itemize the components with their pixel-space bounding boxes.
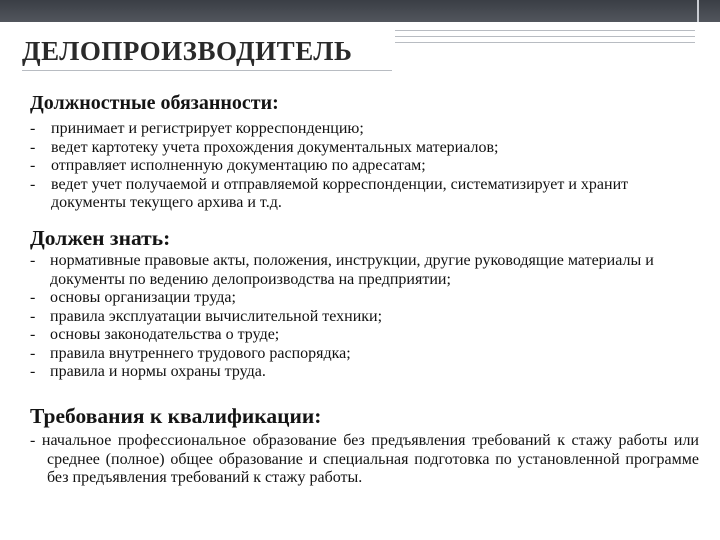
list-item (30, 363, 690, 382)
list-item (30, 326, 690, 345)
bullet-dash: - (30, 157, 36, 174)
list-item-text: нормативные правовые акты, положения, инструкции, другие руководящие материалы и документы по ведению делопроизводства на предприятии; (50, 252, 654, 288)
rule-line (395, 36, 695, 37)
list-item (30, 157, 690, 176)
list-item (30, 345, 690, 364)
top-bar-divider (697, 0, 699, 22)
bullet-dash: - (30, 307, 36, 325)
list-item-text: правила эксплуатации вычислительной техники; (50, 307, 383, 325)
qualification-text: - начальное профессиональное образование без предъявления требований к стажу работы или среднее (полное) общее образование и специальная подготовка по установленной программе без предъявления требований к стажу работы. (30, 432, 699, 486)
list-item (30, 289, 690, 308)
bullet-dash: - (30, 120, 36, 137)
section-heading-duties: Должностные обязанности: (30, 92, 279, 114)
duties-list (30, 120, 690, 213)
rule-line (22, 70, 392, 71)
bullet-dash: - (30, 252, 36, 269)
list-item-text: принимает и регистрирует корреспонденцию; (51, 120, 364, 137)
list-item-text: правила внутреннего трудового распорядка; (50, 344, 351, 362)
bullet-dash: - (30, 289, 36, 306)
bullet-dash: - (30, 138, 36, 156)
list-item-text: основы организации труда; (50, 289, 236, 306)
knowledge-list (30, 252, 690, 382)
list-item (30, 308, 690, 327)
bullet-dash: - (30, 175, 36, 193)
list-item (30, 120, 690, 139)
section-heading-qualification: Требования к квалификации: (30, 404, 322, 428)
list-item-text: правила и нормы охраны труда. (50, 363, 266, 380)
list-item (30, 139, 690, 158)
list-item-text: ведет учет получаемой и отправляемой корреспонденции, систематизирует и хранит документы текущего архива и т.д. (51, 175, 629, 211)
list-item-text: отправляет исполненную документацию по адресатам; (51, 157, 426, 174)
bullet-dash: - (30, 363, 36, 380)
rule-line (395, 30, 695, 31)
page-title: ДЕЛОПРОИЗВОДИТЕЛЬ (22, 36, 353, 66)
rule-line (395, 42, 695, 43)
bullet-dash: - (30, 326, 36, 343)
list-item (30, 176, 690, 213)
bullet-dash: - (30, 344, 36, 362)
list-item-text: ведет картотеку учета прохождения документальных материалов; (51, 138, 499, 156)
section-heading-knowledge: Должен знать: (30, 226, 171, 250)
top-bar (0, 0, 720, 22)
list-item-text: основы законодательства о труде; (50, 326, 280, 343)
list-item (30, 252, 690, 289)
